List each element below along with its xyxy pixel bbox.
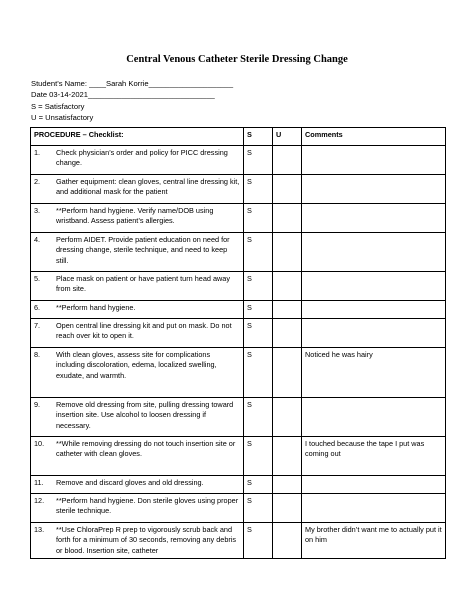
table-row — [31, 523, 446, 559]
step-number: 10. — [34, 439, 45, 448]
procedure-cell — [31, 233, 244, 272]
table-row — [31, 398, 446, 437]
procedure-cell — [31, 348, 244, 398]
procedure-cell — [31, 272, 244, 301]
s-cell: S — [244, 301, 273, 319]
u-cell — [273, 494, 302, 523]
comment-cell — [302, 398, 446, 437]
table-row — [31, 146, 446, 175]
step-text: **Perform hand hygiene. — [56, 303, 136, 312]
s-cell: S — [244, 348, 273, 398]
step-number: 2. — [34, 177, 41, 186]
comment-cell: I touched because the tape I put was coming out — [302, 437, 446, 476]
s-cell: S — [244, 476, 273, 494]
step-text: **While removing dressing do not touch insertion site or catheter with clean gloves. — [56, 439, 236, 459]
step-number: 8. — [34, 350, 41, 359]
step-number: 6. — [34, 303, 41, 312]
step-text: **Perform hand hygiene. Don sterile gloves using proper sterile technique. — [56, 496, 239, 516]
procedure-cell — [31, 476, 244, 494]
comment-cell — [302, 476, 446, 494]
step-number: 4. — [34, 235, 41, 244]
step-number: 5. — [34, 274, 41, 283]
table-row — [31, 437, 446, 476]
u-cell — [273, 437, 302, 476]
step-text: Place mask on patient or have patient turn head away from site. — [56, 274, 231, 294]
comment-cell — [302, 233, 446, 272]
procedure-cell — [31, 319, 244, 348]
procedure-cell — [31, 301, 244, 319]
procedure-cell — [31, 494, 244, 523]
table-row — [31, 175, 446, 204]
s-cell: S — [244, 204, 273, 233]
comment-cell: My brother didn’t want me to actually put it on him — [302, 523, 446, 559]
checklist-table — [30, 127, 446, 559]
comment-cell — [302, 494, 446, 523]
u-cell — [273, 301, 302, 319]
u-column-header: U — [273, 128, 302, 146]
s-cell: S — [244, 494, 273, 523]
u-cell — [273, 319, 302, 348]
procedure-cell — [31, 204, 244, 233]
u-cell — [273, 348, 302, 398]
step-text: Open central line dressing kit and put on mask. Do not reach over kit to open it. — [56, 321, 232, 341]
step-number: 12. — [34, 496, 45, 505]
step-text: Remove old dressing from site, pulling dressing toward insertion site. Use alcohol to loosen dressing if necessary. — [56, 400, 234, 430]
u-cell — [273, 398, 302, 437]
comment-cell — [302, 301, 446, 319]
comment-cell — [302, 319, 446, 348]
procedure-column-header: PROCEDURE – Checklist: — [31, 128, 244, 146]
u-cell — [273, 146, 302, 175]
procedure-cell — [31, 398, 244, 437]
s-cell: S — [244, 146, 273, 175]
s-cell: S — [244, 175, 273, 204]
u-cell — [273, 175, 302, 204]
comment-cell: Noticed he was hairy — [302, 348, 446, 398]
table-row — [31, 494, 446, 523]
step-number: 1. — [34, 148, 41, 157]
procedure-cell — [31, 175, 244, 204]
table-row — [31, 348, 446, 398]
u-cell — [273, 272, 302, 301]
step-number: 9. — [34, 400, 41, 409]
u-cell — [273, 233, 302, 272]
table-row — [31, 233, 446, 272]
student-header — [31, 78, 233, 124]
step-number: 3. — [34, 206, 41, 215]
step-number: 13. — [34, 525, 45, 534]
step-text: Remove and discard gloves and old dressing. — [56, 478, 204, 487]
table-row — [31, 272, 446, 301]
comment-cell — [302, 204, 446, 233]
table-row — [31, 301, 446, 319]
table-header-row — [31, 128, 446, 146]
s-cell: S — [244, 319, 273, 348]
table-row — [31, 204, 446, 233]
step-text: **Perform hand hygiene. Verify name/DOB using wristband. Assess patient’s allergies. — [56, 206, 214, 226]
unsatisfactory-legend: U = Unsatisfactory — [31, 113, 94, 123]
document-title: Central Venous Catheter Sterile Dressing Change — [126, 54, 348, 65]
step-text: Check physician’s order and policy for PICC dressing change. — [56, 148, 228, 168]
s-cell: S — [244, 437, 273, 476]
comments-column-header: Comments — [302, 128, 446, 146]
procedure-cell — [31, 146, 244, 175]
u-cell — [273, 204, 302, 233]
step-number: 11. — [34, 478, 44, 487]
procedure-cell — [31, 523, 244, 559]
procedure-cell — [31, 437, 244, 476]
step-text: With clean gloves, assess site for complications including discoloration, edema, localized swelling, exudate, and warmth. — [56, 350, 217, 380]
s-cell: S — [244, 233, 273, 272]
comment-cell — [302, 272, 446, 301]
u-cell — [273, 523, 302, 559]
step-text: Perform AIDET. Provide patient education on need for dressing change, sterile technique, and need to keep still. — [56, 235, 230, 265]
s-cell: S — [244, 523, 273, 559]
step-number: 7. — [34, 321, 41, 330]
s-cell: S — [244, 398, 273, 437]
comment-cell — [302, 146, 446, 175]
table-row — [31, 319, 446, 348]
date-line: Date 03-14-2021______________________________ — [31, 90, 215, 100]
satisfactory-legend: S = Satisfactory — [31, 101, 85, 111]
comment-cell — [302, 175, 446, 204]
table-row — [31, 476, 446, 494]
step-text: **Use ChloraPrep R prep to vigorously scrub back and forth for a minimum of 30 seconds, removing any debris or blood. Insertion site, catheter — [56, 525, 237, 555]
u-cell — [273, 476, 302, 494]
student-name-line: Student’s Name: ____Sarah Korrie____________________ — [31, 79, 234, 88]
s-cell: S — [244, 272, 273, 301]
s-column-header: S — [244, 128, 273, 146]
step-text: Gather equipment: clean gloves, central line dressing kit, and additional mask for the patient — [56, 177, 240, 197]
